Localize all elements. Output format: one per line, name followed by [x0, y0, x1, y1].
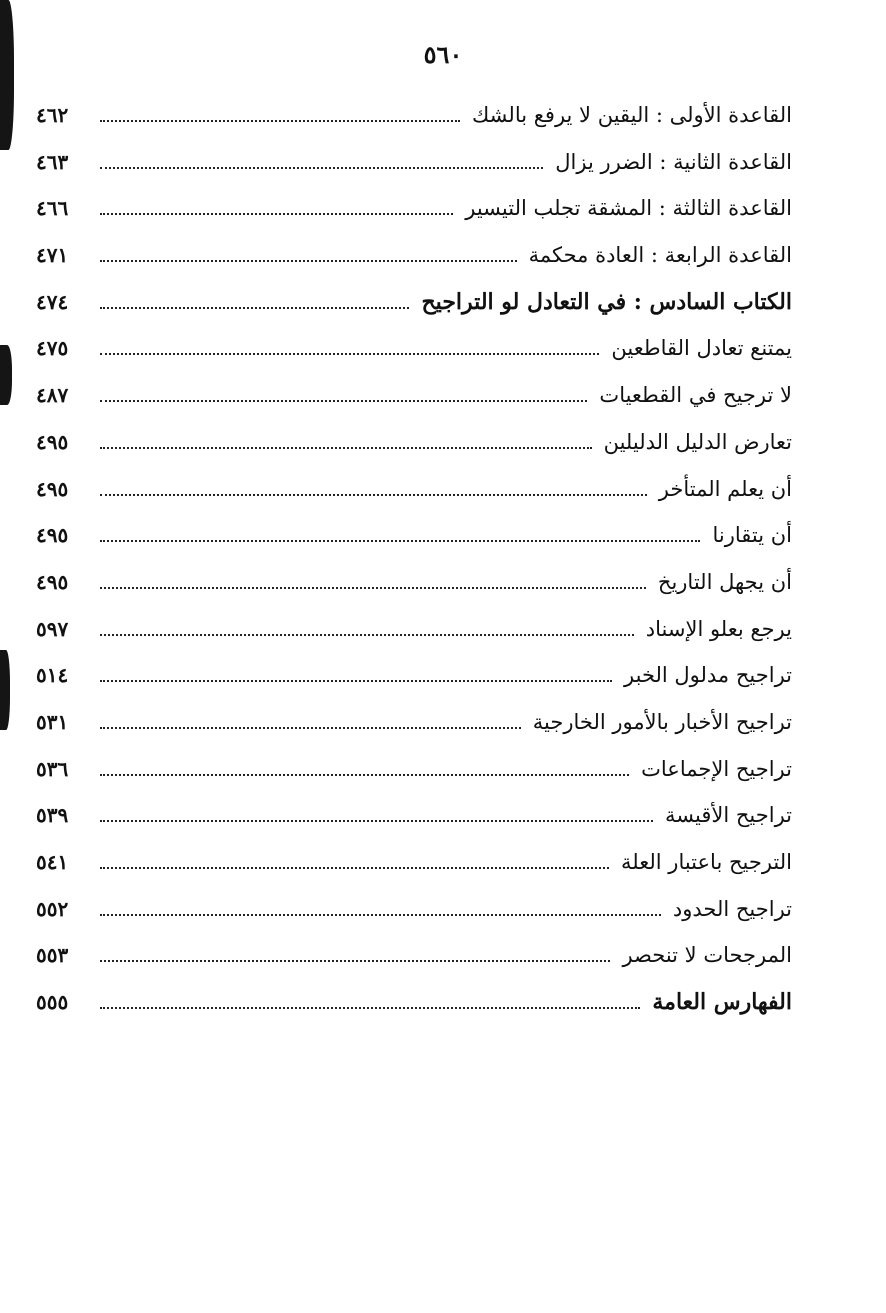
dot-leader: [100, 400, 587, 402]
toc-entry-page-number: ٥١٤: [36, 663, 69, 688]
toc-entry-page-number: ٤٩٥: [36, 429, 69, 454]
dot-leader: [100, 867, 609, 869]
toc-entry: [36, 652, 792, 699]
toc-entry: [36, 746, 792, 793]
toc-entry-page-number: ٥٥٢: [36, 896, 69, 921]
dot-leader: [100, 260, 517, 262]
toc-heading-entry: [36, 279, 792, 326]
toc-entry-page-number: ٤٦٣: [36, 149, 69, 174]
toc-entry-page-number: ٤٩٥: [36, 523, 69, 548]
dot-leader: [100, 1007, 640, 1009]
dot-leader: [100, 540, 700, 542]
toc-entry-title: لا ترجيح في القطعيات: [599, 383, 792, 408]
toc-entry-page-number: ٥٣١: [36, 709, 69, 734]
toc-entry-title: القاعدة الأولى : اليقين لا يرفع بالشك: [471, 103, 792, 127]
toc-entry: [36, 932, 792, 979]
toc-entry-page-number: ٤٧١: [36, 243, 69, 268]
toc-entry-page-number: ٤٧٤: [36, 289, 69, 314]
toc-entry-title: تراجيح الإجماعات: [641, 756, 792, 781]
toc-entry-title: تراجيح الحدود: [672, 896, 792, 921]
toc-entry-title: تراجيح مدلول الخبر: [624, 663, 792, 688]
toc-entry-title: تراجيح الأقيسة: [665, 803, 792, 828]
dot-leader: [100, 213, 453, 215]
dot-leader: [100, 820, 653, 822]
toc-entry-title: أن يجهل التاريخ: [657, 569, 792, 594]
dot-leader: [100, 774, 629, 776]
toc-entry-title: الكتاب السادس : في التعادل لو التراجيح: [421, 288, 792, 315]
table-of-contents: [36, 92, 792, 1026]
scan-edge-mark: [0, 0, 14, 150]
toc-entry-title: أن يعلم المتأخر: [658, 476, 792, 501]
toc-entry: [36, 559, 792, 606]
toc-entry-page-number: ٤٦٦: [36, 196, 69, 221]
toc-entry-title: القاعدة الثالثة : المشقة تجلب التيسير: [465, 196, 792, 221]
toc-entry-page-number: ٤٩٥: [36, 569, 69, 594]
toc-entry: [36, 886, 792, 933]
toc-entry: [36, 839, 792, 886]
toc-entry-page-number: ٤٧٥: [36, 336, 69, 361]
toc-entry: [36, 606, 792, 653]
dot-leader: [100, 120, 460, 122]
toc-entry-title: القاعدة الرابعة : العادة محكمة: [528, 243, 792, 268]
toc-entry-page-number: ٥٤١: [36, 850, 69, 874]
toc-entry: [36, 139, 792, 186]
toc-entry: [36, 466, 792, 513]
toc-entry-title: يرجع بعلو الإسناد: [645, 616, 792, 641]
toc-entry-page-number: ٥٩٧: [36, 616, 69, 641]
toc-entry-page-number: ٤٦٢: [36, 103, 69, 127]
toc-entry: [36, 699, 792, 746]
toc-entry-page-number: ٤٩٥: [36, 476, 69, 501]
dot-leader: [100, 960, 610, 962]
dot-leader: [100, 727, 521, 729]
toc-entry-title: القاعدة الثانية : الضرر يزال: [555, 149, 792, 174]
scan-edge-mark: [0, 650, 10, 730]
toc-entry: [36, 185, 792, 232]
toc-entry: [36, 372, 792, 419]
toc-entry-page-number: ٥٥٥: [36, 990, 69, 1015]
dot-leader: [100, 634, 634, 636]
toc-entry-page-number: ٥٣٦: [36, 756, 69, 781]
toc-entry-page-number: ٥٣٩: [36, 803, 69, 828]
toc-entry-title: الفهارس العامة: [652, 989, 792, 1016]
dot-leader: [100, 307, 409, 309]
toc-entry-title: أن يتقارنا: [712, 523, 792, 548]
toc-entry: [36, 512, 792, 559]
dot-leader: [100, 494, 647, 496]
dot-leader: [100, 167, 543, 169]
toc-entry: [36, 419, 792, 466]
dot-leader: [100, 353, 599, 355]
toc-entry-title: يمتنع تعادل القاطعين: [611, 336, 792, 361]
toc-entry-title: الترجيح باعتبار العلة: [621, 850, 792, 874]
toc-entry-title: تعارض الدليل الدليلين: [603, 429, 792, 454]
toc-heading-entry: [36, 979, 792, 1026]
toc-entry-title: تراجيح الأخبار بالأمور الخارجية: [532, 709, 792, 734]
scan-edge-mark: [0, 345, 12, 405]
toc-entry-title: المرجحات لا تنحصر: [622, 943, 792, 968]
toc-entry: [36, 792, 792, 839]
dot-leader: [100, 447, 592, 449]
toc-entry-page-number: ٥٥٣: [36, 943, 69, 968]
dot-leader: [100, 587, 646, 589]
dot-leader: [100, 680, 612, 682]
toc-entry: [36, 325, 792, 372]
toc-entry-page-number: ٤٨٧: [36, 383, 69, 408]
toc-entry: [36, 92, 792, 139]
dot-leader: [100, 914, 661, 916]
toc-entry: [36, 232, 792, 279]
page-number: ٥٦٠: [423, 40, 463, 69]
